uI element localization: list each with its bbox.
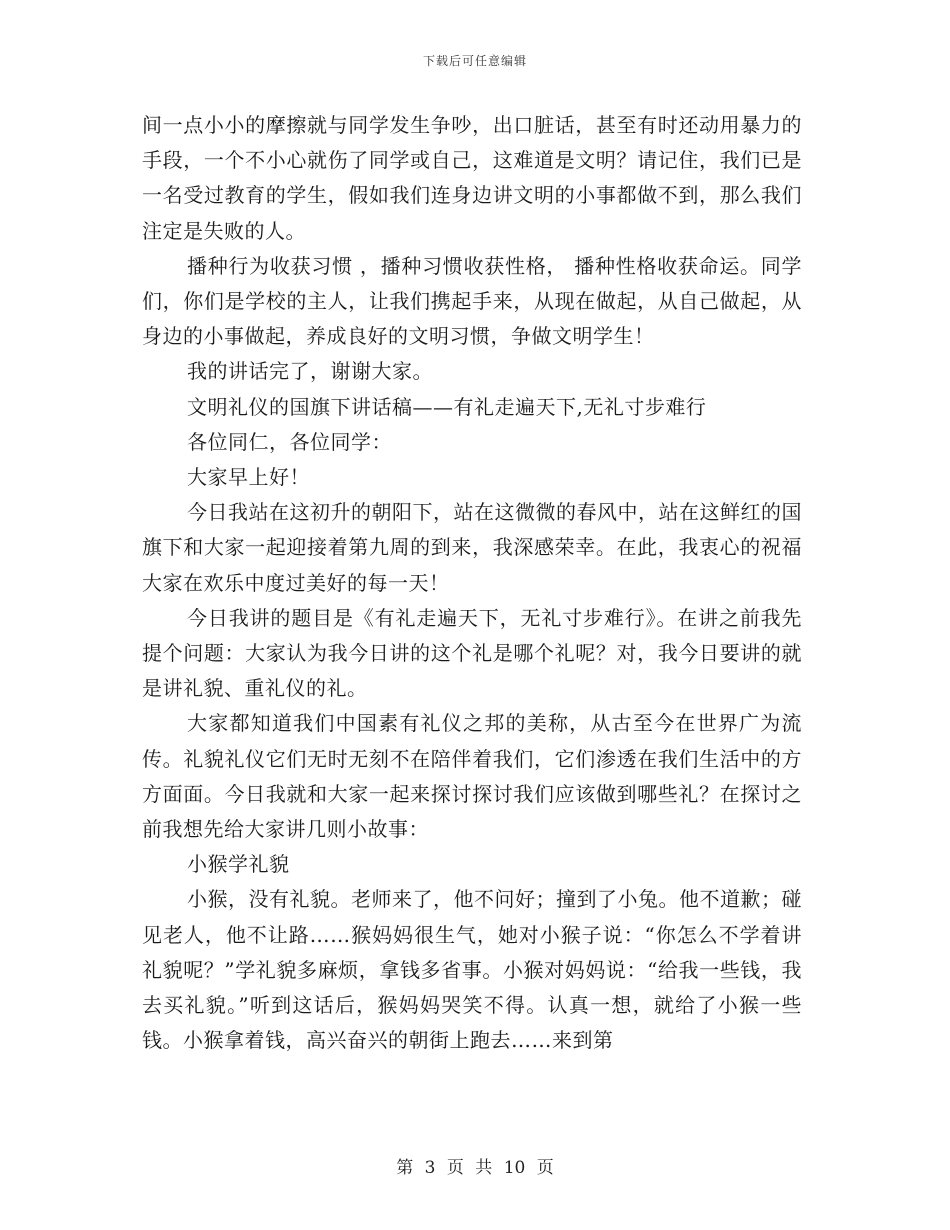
paragraph: 播种行为收获习惯 ，播种习惯收获性格， 播种性格收获命运。同学们，你们是学校的主人，让我们携起手来，从现在做起，从自己做起，从身边的小事做起，养成良好的文明习惯，争做文明学生！ bbox=[142, 253, 802, 349]
paragraph: 小猴，没有礼貌。老师来了，他不问好；撞到了小兔。他不道歉；碰见老人，他不让路……猴妈妈很生气，她对小猴子说：“你怎么不学着讲礼貌呢？”学礼貌多麻烦，拿钱多省事。小猴对妈妈说：“给我一些钱，我去买礼貌。”听到这话后，猴妈妈哭笑不得。认真一想，就给了小猴一些钱。小猴拿着钱，高兴奋兴的朝街上跑去……来到第 bbox=[142, 887, 802, 1053]
paragraph: 大家都知道我们中国素有礼仪之邦的美称，从古至今在世界广为流传。礼貌礼仪它们无时无刻不在陪伴着我们，它们渗透在我们生活中的方方面面。今日我就和大家一起来探讨探讨我们应该做到哪些礼？在探讨之前我想先给大家讲几则小故事： bbox=[142, 711, 802, 842]
story-title: 小猴学礼貌 bbox=[187, 852, 290, 877]
page-header: 下载后可任意编辑 bbox=[422, 54, 527, 68]
section-title: 文明礼仪的国旗下讲话稿——有礼走遍天下,无礼寸步难行 bbox=[187, 394, 707, 419]
greeting: 大家早上好！ bbox=[187, 465, 310, 490]
footer-middle: 页 共 bbox=[446, 1158, 493, 1178]
paragraph: 间一点小小的摩擦就与同学发生争吵，出口脏话，甚至有时还动用暴力的手段，一个不小心就伤了同学或自己，这难道是文明？请记住，我们已是一名受过教育的学生，假如我们连身边讲文明的小事都做不到，那么我们注定是失败的人。 bbox=[142, 113, 802, 243]
paragraph: 今日我站在这初升的朝阳下，站在这微微的春风中，站在这鲜红的国旗下和大家一起迎接着第九周的到来，我深感荣幸。在此，我衷心的祝福大家在欢乐中度过美好的每一天！ bbox=[142, 500, 802, 595]
footer-suffix: 页 bbox=[536, 1158, 554, 1178]
paragraph: 我的讲话完了，谢谢大家。 bbox=[187, 359, 433, 384]
document-body bbox=[142, 108, 802, 1058]
paragraph: 今日我讲的题目是《有礼走遍天下，无礼寸步难行》。在讲之前我先提个问题：大家认为我今日讲的这个礼是哪个礼呢？对，我今日要讲的就是讲礼貌、重礼仪的礼。 bbox=[142, 605, 802, 701]
page-number: 3 bbox=[424, 1158, 436, 1178]
salutation: 各位同仁，各位同学： bbox=[187, 429, 392, 454]
footer-prefix: 第 bbox=[396, 1158, 414, 1178]
page-total: 10 bbox=[503, 1158, 526, 1178]
page-footer bbox=[0, 1153, 950, 1178]
